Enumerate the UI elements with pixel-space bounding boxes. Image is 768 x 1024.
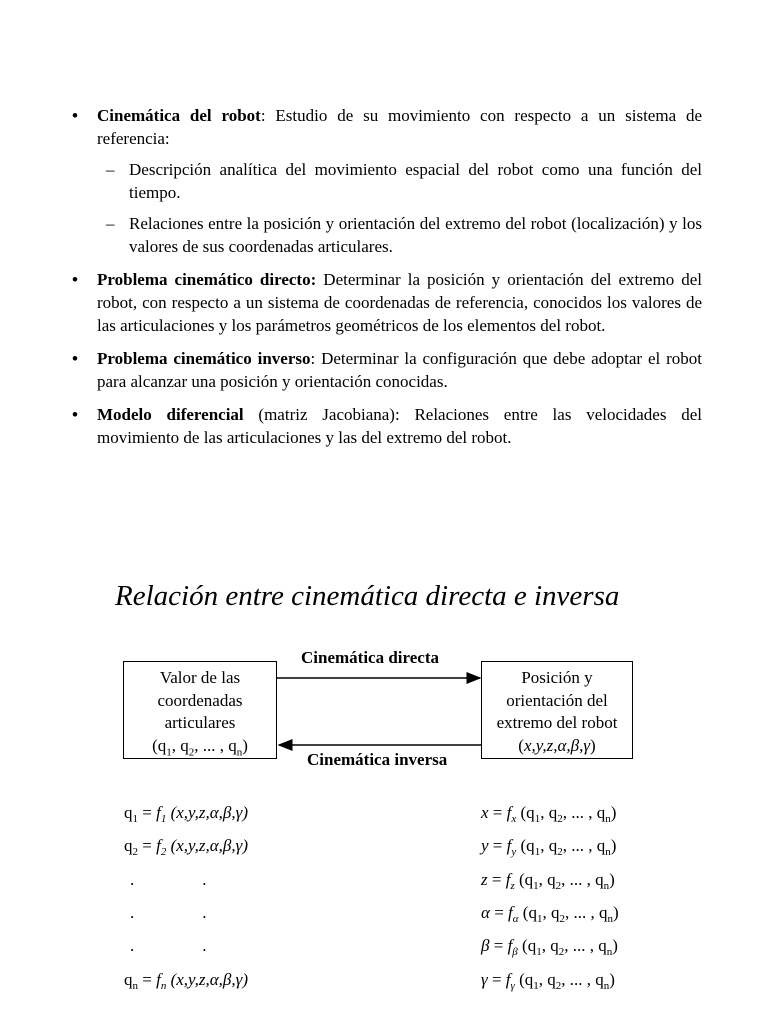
forward-equation: $y = f_y$ ($q_1$, $q_2$, ... , $q_n$) xyxy=(481,836,617,858)
inverse-equation: $q_n = f_n$ (x,y,z,α,β,γ) xyxy=(124,970,249,992)
inverse-equation: $q_1 = f_1$ (x,y,z,α,β,γ) xyxy=(124,803,249,825)
item-text: : Determinar la configuración que debe adoptar el robot para alcanzar una posición y orientación conocidas. xyxy=(97,349,702,391)
inverse-kinematics-label: Cinemática inversa xyxy=(307,750,448,769)
box-formula: (x,y,z,α,β,γ) xyxy=(518,735,596,755)
item-term: Modelo diferencial xyxy=(97,405,244,424)
bullet-icon: • xyxy=(72,405,78,424)
bullet-icon: • xyxy=(72,349,78,368)
sub-item-text: Descripción analítica del movimiento espacial del robot como una función del tiempo. xyxy=(129,160,702,202)
forward-equation: $x = f_x$ ($q_1$, $q_2$, ... , $q_n$) xyxy=(481,803,617,825)
item-text: : Estudio de su movimiento con respecto a un sistema de referencia: xyxy=(97,106,703,148)
forward-equation: $\gamma = f_\gamma$ ($q_1$, $q_2$, ... , $q_n$) xyxy=(481,970,615,992)
end-effector-pose-box xyxy=(481,661,633,759)
sub-item xyxy=(97,212,702,258)
box-line: articulares xyxy=(164,713,236,732)
forward-equation: $\beta = f_\beta$ ($q_1$, $q_2$, ... , $q_n$) xyxy=(481,936,618,958)
joint-coordinates-box xyxy=(123,661,277,759)
box-formula: ($q_1$, $q_2$, ... , $q_n$) xyxy=(152,735,248,758)
dash-icon: – xyxy=(106,214,115,233)
list-item xyxy=(72,268,702,337)
box-line: extremo del robot xyxy=(496,713,618,732)
inverse-equation: $q_2 = f_2$ (x,y,z,α,β,γ) xyxy=(124,836,249,858)
bullet-list xyxy=(72,104,702,459)
forward-kinematics-label: Cinemática directa xyxy=(301,648,440,667)
bullet-icon: • xyxy=(72,106,78,125)
box-line: Posición y xyxy=(521,668,593,687)
box-line: orientación del xyxy=(506,690,608,710)
bullet-icon: • xyxy=(72,270,78,289)
box-line: Valor de las xyxy=(159,668,241,687)
list-item xyxy=(72,104,702,258)
ellipsis-dots: . . xyxy=(130,870,207,889)
forward-equation: $\alpha = f_\alpha$ ($q_1$, $q_2$, ... , $q_n$) xyxy=(481,903,619,925)
item-term: Problema cinemático inverso xyxy=(97,349,311,368)
item-term: Problema cinemático directo: xyxy=(97,270,317,289)
forward-equation: $z = f_z$ ($q_1$, $q_2$, ... , $q_n$) xyxy=(481,870,615,892)
diagram-title: Relación entre cinemática directa e inversa xyxy=(115,580,620,612)
item-text: (matriz Jacobiana): Relaciones entre las velocidades del movimiento de las articulaciones y las del extremo del robot. xyxy=(97,405,702,447)
dash-icon: – xyxy=(106,160,115,179)
box-line: coordenadas xyxy=(157,690,243,710)
list-item xyxy=(72,347,702,393)
item-text: Determinar la posición y orientación del extremo del robot, con respecto a un sistema de coordenadas de referencia, conocidos los valores de las articulaciones y los parámetros geométricos de los elementos del robot. xyxy=(97,270,702,335)
ellipsis-dots: . . xyxy=(130,903,207,922)
list-item xyxy=(72,403,702,449)
sub-item xyxy=(97,158,702,204)
ellipsis-dots: . . xyxy=(130,936,207,955)
sub-item-text: Relaciones entre la posición y orientación del extremo del robot (localización) y los valores de sus coordenadas articulares. xyxy=(129,214,702,256)
item-term: Cinemática del robot xyxy=(97,106,261,125)
